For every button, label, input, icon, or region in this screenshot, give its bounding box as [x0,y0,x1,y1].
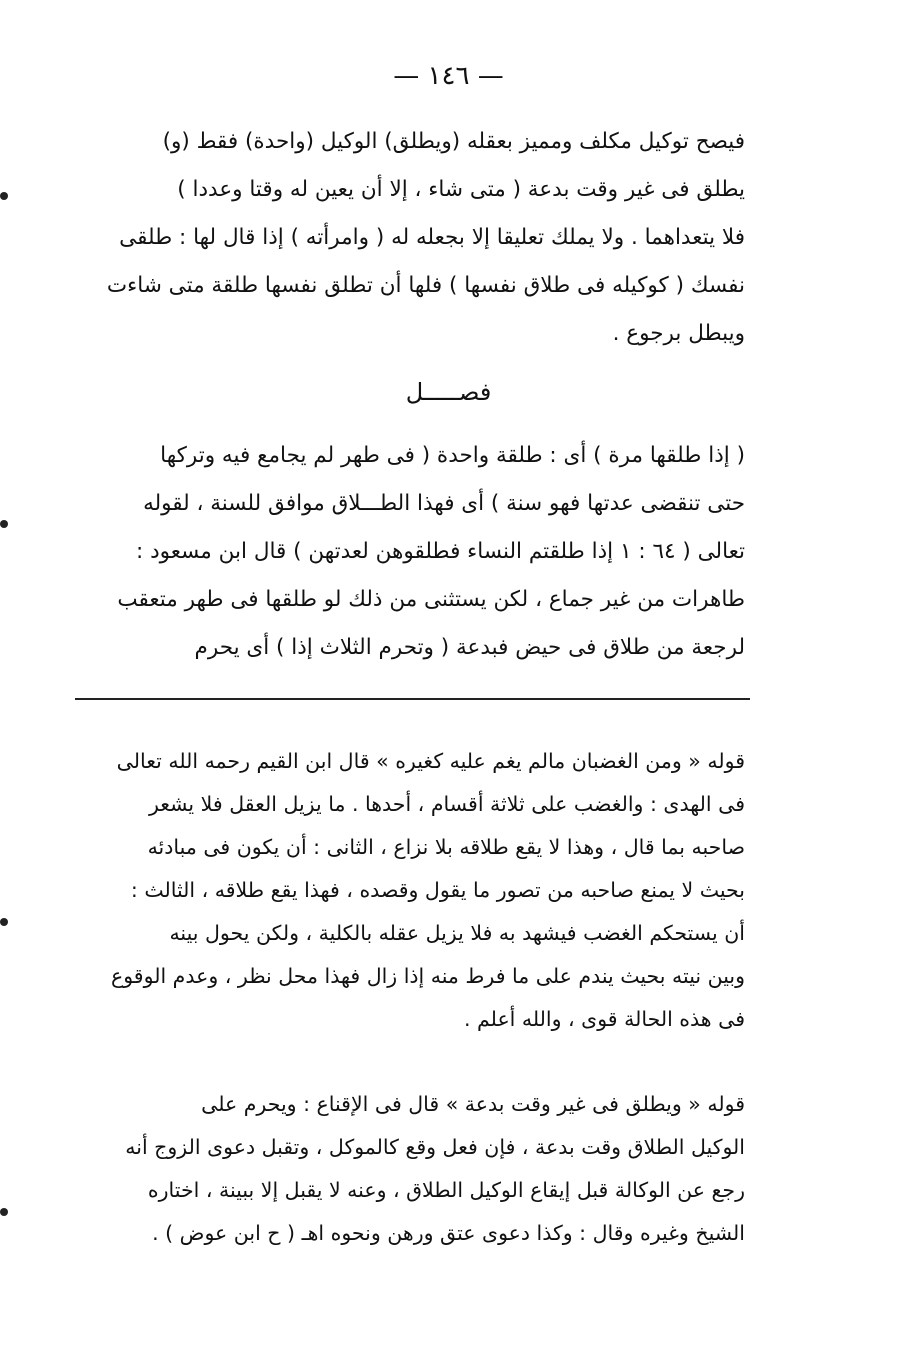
text-line: طاهرات من غير جماع ، لكن يستثنى من ذلك لو طلقها فى طهر متعقب [117,587,745,612]
text-line: فلا يتعداهما . ولا يملك تعليقا إلا بجعله له ( وامرأته ) إذا قال لها : طلقى [119,225,745,250]
footnote-line: قوله « ومن الغضبان مالم يغم عليه كغيره » قال ابن القيم رحمه الله تعالى [116,749,745,773]
footnote-line: صاحبه بما قال ، وهذا لا يقع طلاقه بلا نزاع ، الثانى : أن يكون فى مبادئه [147,835,745,859]
text-line: فيصح توكيل مكلف ومميز بعقله (ويطلق) الوكيل (واحدة) فقط (و) [162,129,745,154]
page-number: — ١٤٦ — [393,61,504,91]
footnote-line: رجع عن الوكالة قبل إيقاع الوكيل الطلاق ، وعنه لا يقبل إلا ببينة ، اختاره [147,1178,745,1202]
footnote-line: الشيخ وغيره وقال : وكذا دعوى عتق ورهن ونحوه اهـ ( ح ابن عوض ) . [152,1221,745,1245]
margin-mark [0,520,8,528]
text-line: حتى تنقضى عدتها فهو سنة ) أى فهذا الطـــلاق موافق للسنة ، لقوله [143,491,745,516]
text-line: تعالى ( ٦٤ : ١ إذا طلقتم النساء فطلقوهن لعدتهن ) قال ابن مسعود : [136,539,745,564]
footnote-line: فى هذه الحالة قوى ، والله أعلم . [463,1007,745,1031]
main-paragraph-1 [75,118,745,358]
main-paragraph-2 [75,432,745,672]
text-line: يطلق فى غير وقت بدعة ( متى شاء ، إلا أن يعين له وقتا وعددا ) [177,177,745,202]
footnote-divider [75,698,750,700]
footnote-line: فى الهدى : والغضب على ثلاثة أقسام ، أحدها . ما يزيل العقل فلا يشعر [148,792,745,816]
section-heading: فصـــــل [405,378,492,406]
text-line: لرجعة من طلاق فى حيض فبدعة ( وتحرم الثلاث إذا ) أى يحرم [194,635,745,660]
footnote-line: أن يستحكم الغضب فيشهد به فلا يزيل عقله بالكلية ، ولكن يحول بينه [169,921,745,945]
footnote-1 [75,740,745,1041]
text-line: ويبطل برجوع . [612,321,745,346]
footnote-line: وبين نيته بحيث يندم على ما فرط منه إذا زال فهذا محل نظر ، وعدم الوقوع [110,964,745,988]
footnote-line: قوله « ويطلق فى غير وقت بدعة » قال فى الإقناع : ويحرم على [201,1092,745,1116]
margin-mark [0,918,8,926]
margin-mark [0,1208,8,1216]
text-line: نفسك ( كوكيله فى طلاق نفسها ) فلها أن تطلق نفسها طلقة متى شاءت [106,273,745,298]
margin-mark [0,192,8,200]
footnote-line: بحيث لا يمنع صاحبه من تصور ما يقول وقصده ، فهذا يقع طلاقه ، الثالث : [130,878,745,902]
footnote-line: الوكيل الطلاق وقت بدعة ، فإن فعل وقع كالموكل ، وتقبل دعوى الزوج أنه [125,1135,745,1159]
footnote-2 [75,1083,745,1255]
text-line: ( إذا طلقها مرة ) أى : طلقة واحدة ( فى طهر لم يجامع فيه وتركها [160,443,745,468]
